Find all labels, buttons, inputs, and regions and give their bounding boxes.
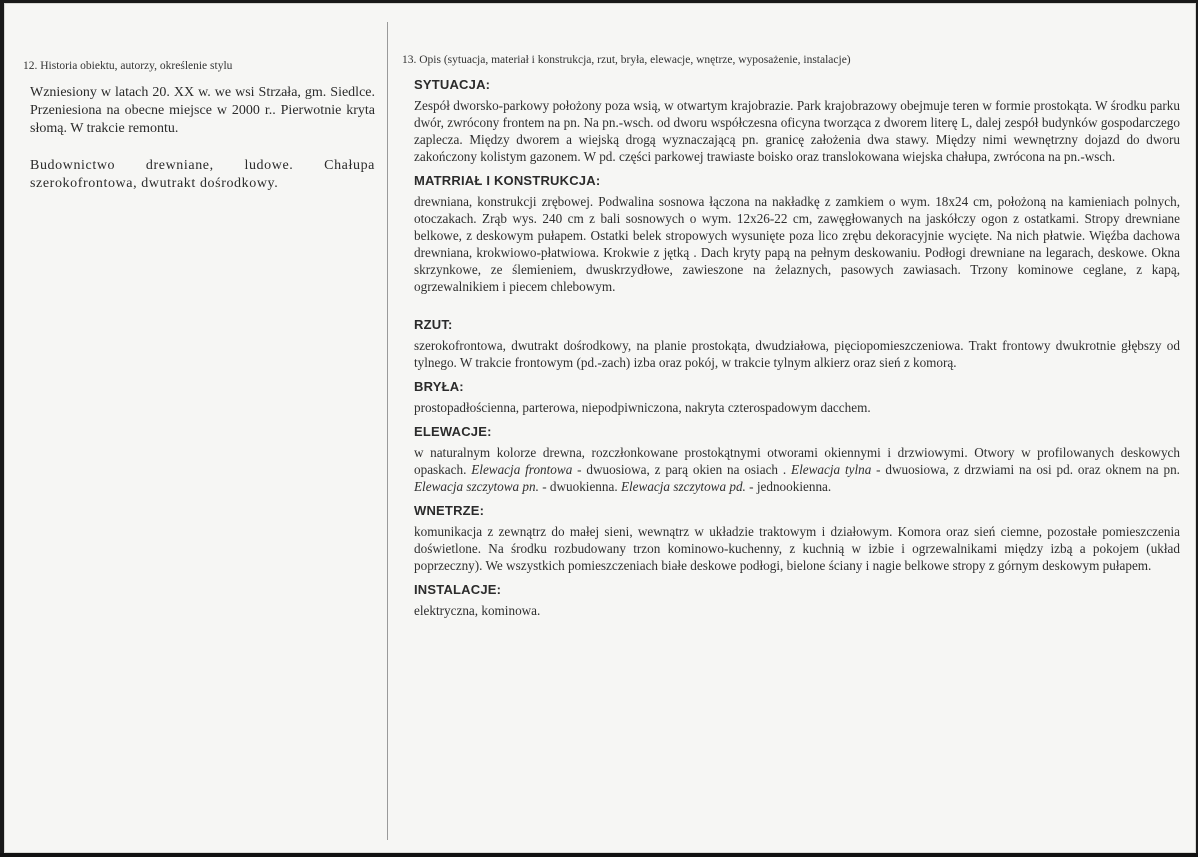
section-title-elevations: ELEWACJE: (414, 424, 492, 439)
section-body-form: prostopadłościenna, parterowa, niepodpiwniczona, nakryta czterospadowym dacchem. (414, 400, 871, 415)
section-title-material: MATRRIAŁ I KONSTRUKCJA: (414, 173, 601, 188)
history-paragraph-2: Budownictwo drewniane, ludowe. Chałupa szerokofrontowa, dwutrakt dośrodkowy. (30, 158, 375, 191)
section-body-installations: elektryczna, kominowa. (414, 603, 541, 618)
description-column (402, 53, 1180, 627)
elevations-text-1: w naturalnym kolorze drewna, rozczłonkowane prostokątnymi otworami okiennymi i drzwiowymi. Otwory w profilowanych deskowych opaskach. (414, 445, 1180, 477)
elevations-front-label: Elewacja frontowa (471, 462, 573, 477)
elevations-rear-label: Elewacja tylna (791, 462, 872, 477)
elevations-text-2: - dwuosiowa, z parą okien na osiach . (572, 462, 792, 477)
spacer (402, 303, 1180, 317)
document-sheet (4, 3, 1196, 853)
section-title-form: BRYŁA: (414, 379, 464, 394)
section-title-interior: WNETRZE: (414, 503, 485, 518)
elevations-text-5: - jednookienna. (745, 479, 832, 494)
section-body-interior: komunikacja z zewnątrz do małej sieni, wewnątrz w układzie traktowym i działowym. Komora oraz sień ciemne, pozostałe pomieszczenia doświetlone. Na środku rozbudowany trzon kominowo-kuchenny, z kuchnią w izbie i ogrzewalnikami między izbą a pokojem (układ poprzeczny). We wszystkich pomieszczeniach białe deskowe podłogi, bielone ściany i nagie belkowe stropy z górnym deskowym pułapem. (414, 524, 1180, 573)
section-body-plan: szerokofrontowa, dwutrakt dośrodkowy, na planie prostokąta, dwudziałowa, pięciopomieszczeniowa. Trakt frontowy dwukrotnie głębszy od tylnego. W trakcie frontowym (pd.-zach) izba oraz pokój, w trakcie tylnym alkierz oraz sień z komorą. (414, 338, 1180, 370)
description-header: 13. Opis (sytuacja, materiał i konstrukcja, rzut, bryła, elewacje, wnętrze, wyposażenie, instalacje) (402, 54, 851, 66)
section-body-material: drewniana, konstrukcji zrębowej. Podwalina sosnowa łączona na nakładkę z zamkiem o wym. 18x24 cm, położoną na kamieniach polnych, otoczakach. Zrąb wys. 240 cm z bali sosnowych o wym. 12x26-22 cm, zawęgłowanych na jaskółczy ogon z ostatkami. Stropy drewniane belkowe, z deskowym pułapem. Ostatki belek stropowych wysunięte poza lico zrębu dekoracyjnie wycięte. Na nich płatwie. Więźba dachowa drewniana, krokwiowo-płatwiowa. Krokwie z jętką . Dach kryty papą na pełnym deskowaniu. Podłogi drewniane na legarach, deskowe. Okna skrzynkowe, ze ślemieniem, dwuskrzydłowe, zawieszone na żelaznych, pasowych zawiasach. Trzony kominowe ceglane, z kapą, ogrzewalnikiem i piecem chlebowym. (414, 194, 1180, 294)
elevations-text-4: - dwuokienna. (538, 479, 621, 494)
section-title-installations: INSTALACJE: (414, 582, 502, 597)
scan-border (0, 853, 1198, 857)
history-column (23, 59, 375, 212)
history-paragraph-1: Wzniesiony w latach 20. XX w. we wsi Strzała, gm. Siedlce. Przeniesiona na obecne miejsce w 2000 r.. Pierwotnie kryta słomą. W trakcie remontu. (30, 85, 375, 136)
section-body-situation: Zespół dworsko-parkowy położony poza wsią, w otwartym krajobrazie. Park krajobrazowy obejmuje teren w formie prostokąta. W środku parku dwór, zwrócony frontem na pn. Na pn.-wsch. od dworu współczesna oficyna tworząca z dworem literę L, dalej zespół budynków gospodarczego zaplecza. Między dworem a wiejską drogą wyznaczającą pn. granicę założenia dwa stawy. Między nimi wewnętrzny dojazd do dworu zakończony kolistym gazonem. W pd. części parkowej trawiaste boisko oraz translokowana wiejska chałupa, zwrócona na pn.-wsch. (414, 98, 1180, 164)
elevations-gable-north-label: Elewacja szczytowa pn. (414, 479, 539, 494)
history-header: 12. Historia obiektu, autorzy, określenie stylu (23, 60, 233, 72)
section-title-situation: SYTUACJA: (414, 77, 491, 92)
elevations-text-3: - dwuosiowa, z drzwiami na osi pd. oraz oknem na pn. (871, 462, 1180, 477)
elevations-gable-south-label: Elewacja szczytowa pd. (620, 479, 746, 494)
section-body-elevations (414, 444, 1180, 495)
column-divider (387, 22, 388, 840)
section-title-plan: RZUT: (414, 317, 453, 332)
